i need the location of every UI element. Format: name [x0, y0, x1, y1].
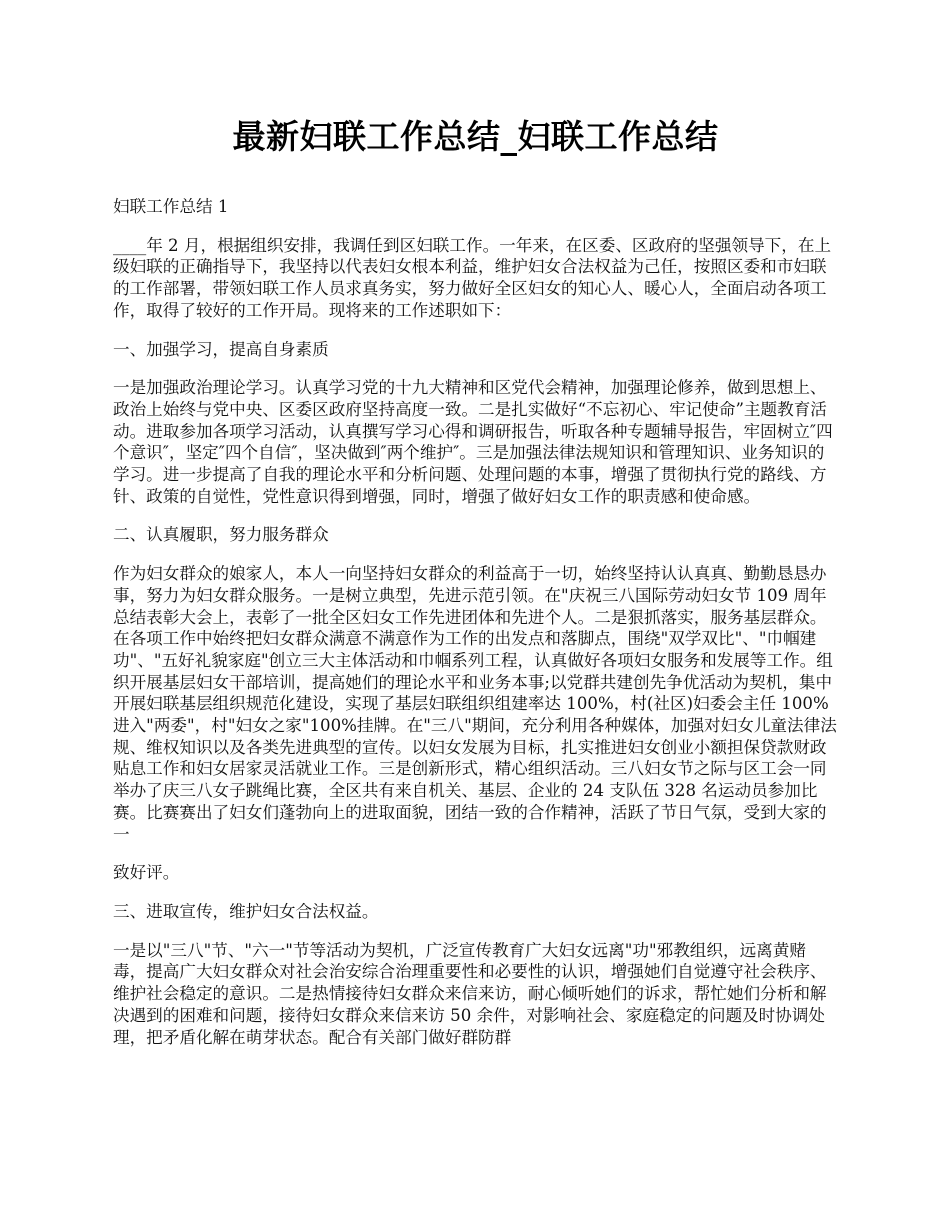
section-heading-summary-1: 妇联工作总结 1 [113, 197, 229, 216]
document-title: 最新妇联工作总结_妇联工作总结 [232, 117, 719, 156]
study-paragraph: 一是加强政治理论学习。认真学习党的十九大精神和区党代会精神，加强理论修养，做到思想上、政治上始终与党中央、区委区政府坚持高度一致。二是扎实做好“不忘初心、牢记使命”主题教育活动。进取参加各项学习活动，认真撰写学习心得和调研报告，听取各种专题辅导报告，牢固树立″四个意识″，坚定″四个自信″，坚决做到″两个维护″。三是加强法律法规知识和管理知识、业务知识的学习。进一步提高了自我的理论水平和分析问题、处理问题的本事，增强了贯彻执行党的路线、方针、政策的自觉性，党性意识得到增强，同时，增强了做好妇女工作的职责感和使命感。 [113, 378, 833, 506]
intro-paragraph: ____年 2 月，根据组织安排，我调任到区妇联工作。一年来，在区委、区政府的坚强领导下，在上级妇联的正确指导下，我坚持以代表妇女根本利益，维护妇女合法权益为己任，按照区委和市妇联的工作部署，带领妇联工作人员求真务实，努力做好全区妇女的知心人、暖心人，全面启动各项工作，取得了较好的工作开局。现将来的工作述职如下： [113, 235, 832, 320]
serve-paragraph-continued: 致好评。 [113, 863, 180, 883]
section-heading-serve: 二、认真履职，努力服务群众 [113, 525, 329, 545]
serve-paragraph: 作为妇女群众的娘家人，本人一向坚持妇女群众的利益高于一切，始终坚持认认真真、勤勤恳恳办事，努力为妇女群众服务。一是树立典型，先进示范引领。在"庆祝三八国际劳动妇女节 109 周年总结表彰大会上，表彰了一批全区妇女工作先进团体和先进个人。二是狠抓落实，服务基层群众。在各项工作中始终把妇女群众满意不满意作为工作的出发点和落脚点，围绕"双学双比"、"巾帼建功"、"五好礼貌家庭"创立三大主体活动和巾帼系列工程，认真做好各项妇女服务和发展等工作。组织开展基层妇女干部培训，提高她们的理论水平和业务本事;以党群共建创先争优活动为契机，集中开展妇联基层组织规范化建设，实现了基层妇联组织组建率达 100%，村(社区)妇委会主任 100%进入"两委"，村"妇女之家"100%挂牌。在"三八"期间，充分利用各种媒体，加强对妇女儿童法律法规、维权知识以及各类先进典型的宣传。以妇女发展为目标，扎实推进妇女创业小额担保贷款财政贴息工作和妇女居家灵活就业工作。三是创新形式，精心组织活动。三八妇女节之际与区工会一同举办了庆三八女子跳绳比赛，全区共有来自机关、基层、企业的 24 支队伍 328 名运动员参加比赛。比赛赛出了妇女们蓬勃向上的进取面貌，团结一致的合作精神，活跃了节日气氛，受到大家的一 [113, 564, 837, 844]
section-heading-study: 一、加强学习，提高自身素质 [113, 339, 329, 359]
rights-paragraph: 一是以"三八"节、"六一"节等活动为契机，广泛宣传教育广大妇女远离"功"邪教组织，远离黄赌毒，提高广大妇女群众对社会治安综合治理重要性和必要性的认识，增强她们自觉遵守社会秩序、维护社会稳定的意识。二是热情接待妇女群众来信来访，耐心倾听她们的诉求，帮忙她们分析和解决遇到的困难和问题，接待妇女群众来信来访 50 余件，对影响社会、家庭稳定的问题及时协调处理，把矛盾化解在萌芽状态。配合有关部门做好群防群 [113, 940, 827, 1047]
section-heading-rights: 三、进取宣传，维护妇女合法权益。 [113, 901, 379, 921]
